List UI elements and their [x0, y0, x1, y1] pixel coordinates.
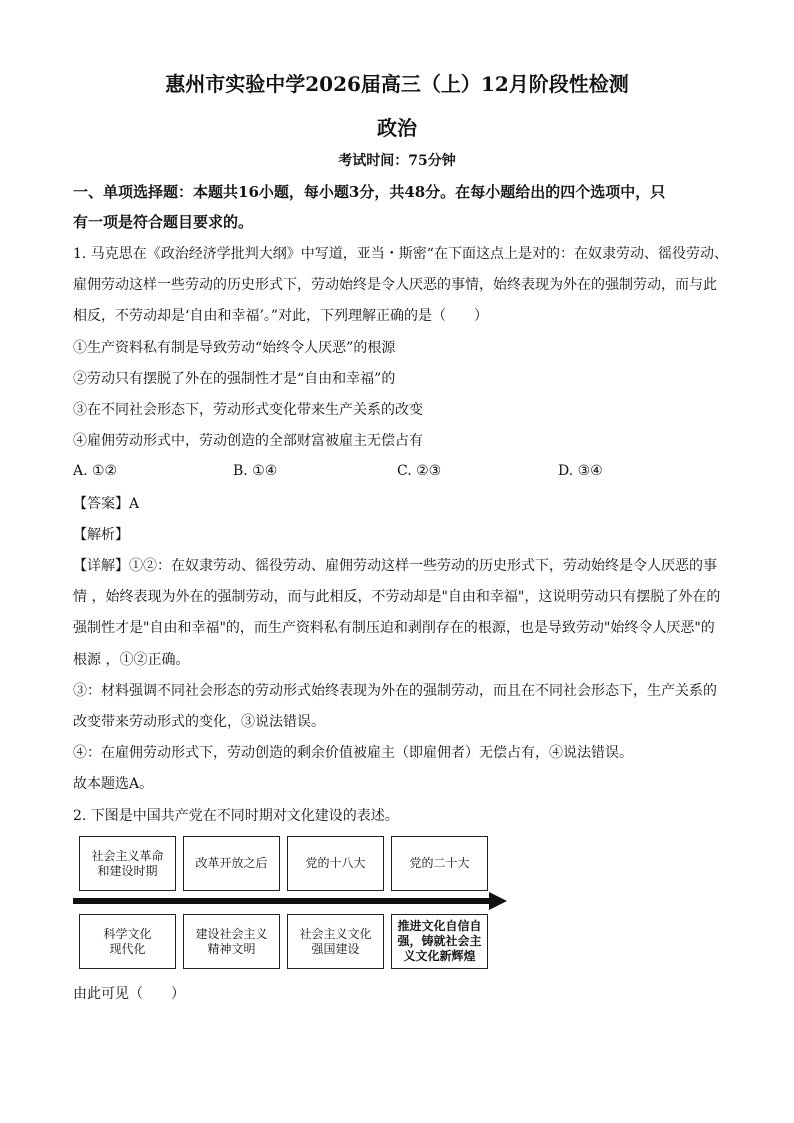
period-box-3-line1: 党的十八大 [305, 856, 366, 870]
expression-box-4-line1: 推进文化自信自 [397, 919, 482, 933]
subject-title: 政治 [377, 116, 417, 140]
q2-stem: 2. 下图是中国共产党在不同时期对文化建设的表述。 [73, 808, 399, 824]
period-box-3 [287, 836, 384, 891]
q1-detail-line6: 改变带来劳动形式的变化，③说法错误。 [73, 714, 325, 730]
q1-item-3: ③在不同社会形态下，劳动形式变化带来生产关系的改变 [73, 402, 423, 418]
expression-box-1-line1: 科学文化 [103, 926, 152, 941]
q2-tail: 由此可见（ ） [73, 986, 185, 1002]
exam-title: 惠州市实验中学2026届高三（上）12月阶段性检测 [165, 72, 629, 96]
period-box-4-line1: 党的二十大 [409, 856, 470, 870]
period-box-1-line1: 社会主义革命 [91, 848, 164, 863]
expression-box-3 [287, 914, 384, 969]
period-box-2-line1: 改革开放之后 [195, 856, 268, 870]
expression-box-4 [391, 914, 488, 969]
section-heading-line2: 有一项是符合题目要求的。 [73, 213, 254, 231]
q1-detail-line8: 故本题选A。 [73, 776, 154, 792]
q1-option-d: D. ③④ [558, 463, 603, 479]
section-heading-line1: 一、单项选择题：本题共16小题，每小题3分，共48分。在每小题给出的四个选项中，只 [73, 183, 666, 201]
expression-box-2-line1: 建设社会主义 [195, 926, 268, 941]
expression-box-4-line3: 义文化新辉煌 [403, 949, 476, 963]
expression-box-2 [183, 914, 280, 969]
expression-box-3-line2: 强国建设 [311, 941, 360, 956]
q1-option-a: A. ①② [73, 463, 118, 479]
q1-detail-line3: 强制性才是"自由和幸福"的，而生产资料私有制压迫和剥削存在的根源，也是导致劳动"始终令人厌恶"的 [73, 620, 715, 636]
q1-item-2: ②劳动只有摆脱了外在的强制性才是“自由和幸福”的 [73, 371, 396, 387]
timeline-arrow [73, 891, 513, 911]
q1-detail-line1: 【详解】①②：在奴隶劳动、徭役劳动、雇佣劳动这样一些劳动的历史形式下，劳动始终是令人厌恶的事 [73, 558, 717, 574]
q1-item-1: ①生产资料私有制是导致劳动“始终令人厌恶”的根源 [73, 340, 396, 356]
period-box-1-line2: 和建设时期 [97, 863, 158, 878]
q1-detail-line4: 根源 ，①②正确。 [73, 652, 190, 668]
period-box-4 [391, 836, 488, 891]
expression-box-1-line2: 现代化 [109, 941, 146, 956]
expression-box-1 [79, 914, 176, 969]
q1-detail-line2: 情 ，始终表现为外在的强制劳动，而与此相反，不劳动却是"自由和幸福"，这说明劳动只有摆脱了外在的 [73, 589, 721, 605]
q1-stem-line2: 雇佣劳动这样一些劳动的历史形式下，劳动始终是令人厌恶的事情，始终表现为外在的强制劳动，而与此 [73, 277, 717, 293]
q1-stem-line3: 相反，不劳动却是‘自由和幸福’。”对此，下列理解正确的是（ ） [73, 308, 489, 324]
q1-stem-line1: 1. 马克思在《政治经济学批判大纲》中写道，亚当・斯密“在下面这点上是对的：在奴隶劳动、徭役劳动、 [73, 246, 728, 262]
q1-option-c: C. ②③ [397, 463, 442, 479]
expression-box-4-line2: 强，铸就社会主 [397, 934, 482, 948]
expression-box-3-line1: 社会主义文化 [299, 926, 372, 941]
q1-option-b: B. ①④ [233, 463, 278, 479]
exam-time: 考试时间：75分钟 [338, 153, 456, 169]
expression-box-2-line2: 精神文明 [207, 941, 256, 956]
q1-detail-line7: ④：在雇佣劳动形式下，劳动创造的剩余价值被雇主（即雇佣者）无偿占有，④说法错误。 [73, 745, 633, 761]
period-box-1 [79, 836, 176, 891]
q1-detail-line5: ③：材料强调不同社会形态的劳动形式始终表现为外在的强制劳动，而且在不同社会形态下，生产关系的 [73, 683, 717, 699]
q1-analysis-label: 【解析】 [73, 527, 129, 543]
period-box-2 [183, 836, 280, 891]
q1-item-4: ④雇佣劳动形式中，劳动创造的全部财富被雇主无偿占有 [73, 433, 423, 449]
q1-answer: 【答案】A [73, 496, 140, 512]
